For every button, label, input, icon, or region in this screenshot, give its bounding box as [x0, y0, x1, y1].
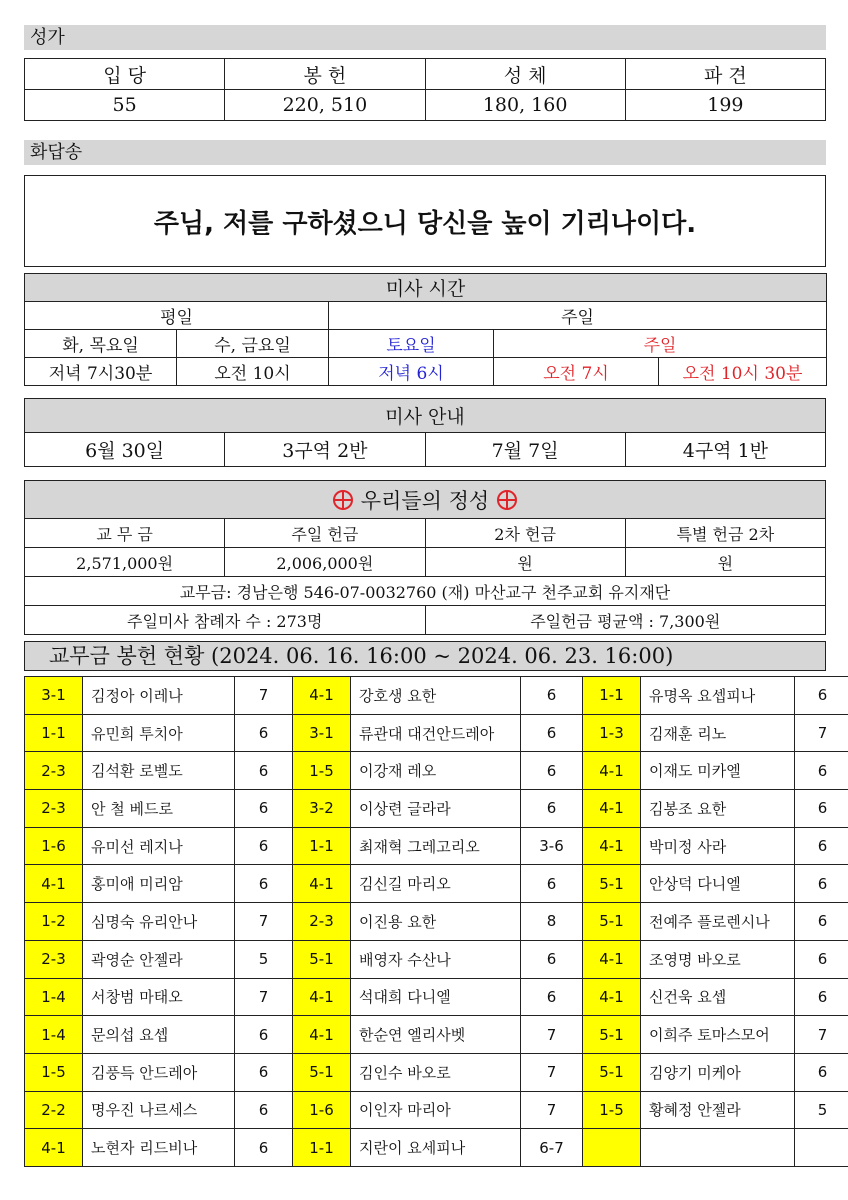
dues-status-table [24, 676, 848, 1167]
guide-date-1: 6월 30일 [25, 433, 225, 467]
count-cell: 6 [235, 1016, 293, 1054]
count-cell: 7 [235, 978, 293, 1016]
name-cell: 전예주 플로렌시나 [641, 903, 795, 941]
district-cell: 2-3 [25, 940, 83, 978]
district-cell: 5-1 [583, 865, 641, 903]
name-cell: 서창범 마태오 [83, 978, 235, 1016]
table-row [25, 940, 848, 978]
count-cell: 6 [795, 677, 848, 715]
count-cell: 6 [235, 714, 293, 752]
table-row [25, 1016, 848, 1054]
count-cell: 7 [521, 1053, 583, 1091]
name-cell: 김봉조 요한 [641, 790, 795, 828]
count-cell: 5 [795, 1091, 848, 1129]
table-row [25, 677, 848, 715]
count-cell: 6 [235, 827, 293, 865]
count-cell: 6 [521, 940, 583, 978]
table-row [25, 790, 848, 828]
name-cell: 이희주 토마스모어 [641, 1016, 795, 1054]
district-cell: 4-1 [583, 752, 641, 790]
name-cell: 안상덕 다니엘 [641, 865, 795, 903]
count-cell: 6 [795, 752, 848, 790]
district-cell: 1-3 [583, 714, 641, 752]
time-sunday-late: 오전 10시 30분 [659, 358, 827, 386]
district-cell: 4-1 [293, 865, 351, 903]
time-wed-fri: 오전 10시 [177, 358, 329, 386]
district-cell: 1-1 [583, 677, 641, 715]
table-row [25, 978, 848, 1016]
count-cell: 6 [521, 978, 583, 1016]
count-cell: 6 [235, 1053, 293, 1091]
name-cell: 유민희 투치아 [83, 714, 235, 752]
count-cell: 6 [235, 1129, 293, 1167]
offering-value-second: 원 [425, 548, 625, 577]
guide-group-2: 4구역 1반 [625, 433, 825, 467]
district-cell: 1-1 [293, 827, 351, 865]
hymn-value-recessional: 199 [625, 90, 825, 121]
count-cell: 6 [795, 978, 848, 1016]
hymn-value-communion: 180, 160 [425, 90, 625, 121]
offering-header-special: 특별 헌금 2차 [625, 519, 825, 548]
name-cell: 조영명 바오로 [641, 940, 795, 978]
district-cell: 4-1 [583, 790, 641, 828]
mass-times-table [24, 273, 827, 386]
count-cell: 3-6 [521, 827, 583, 865]
district-cell: 4-1 [583, 978, 641, 1016]
district-cell: 1-5 [25, 1053, 83, 1091]
district-cell: 4-1 [25, 865, 83, 903]
hymn-value-entrance: 55 [25, 90, 225, 121]
hymn-header-entrance: 입 당 [25, 59, 225, 90]
name-cell: 김양기 미케아 [641, 1053, 795, 1091]
dues-status-title: 교무금 봉헌 현황 (2024. 06. 16. 16:00 ~ 2024. 06. 23. 16:00) [24, 641, 826, 671]
count-cell: 8 [521, 903, 583, 941]
count-cell: 5 [235, 940, 293, 978]
offering-header-dues: 교 무 금 [25, 519, 225, 548]
count-cell: 6 [521, 752, 583, 790]
name-cell: 김풍득 안드레아 [83, 1053, 235, 1091]
district-cell: 5-1 [293, 1053, 351, 1091]
guide-date-2: 7월 7일 [425, 433, 625, 467]
count-cell: 6 [235, 752, 293, 790]
count-cell: 7 [521, 1091, 583, 1129]
count-cell: 6 [795, 903, 848, 941]
district-cell: 1-1 [293, 1129, 351, 1167]
name-cell: 김석환 로벨도 [83, 752, 235, 790]
count-cell: 6 [795, 1053, 848, 1091]
count-cell: 6 [795, 827, 848, 865]
hymn-value-offertory: 220, 510 [225, 90, 425, 121]
count-cell: 6 [521, 714, 583, 752]
name-cell: 이진용 요한 [351, 903, 521, 941]
name-cell: 김재훈 리노 [641, 714, 795, 752]
table-row [25, 1053, 848, 1091]
offering-value-dues: 2,571,000원 [25, 548, 225, 577]
name-cell: 심명숙 유리안나 [83, 903, 235, 941]
name-cell [641, 1129, 795, 1167]
count-cell: 6 [235, 1091, 293, 1129]
name-cell: 강호생 요한 [351, 677, 521, 715]
name-cell: 최재혁 그레고리오 [351, 827, 521, 865]
offering-value-special: 원 [625, 548, 825, 577]
table-row [25, 752, 848, 790]
name-cell: 이재도 미카엘 [641, 752, 795, 790]
name-cell: 안 철 베드로 [83, 790, 235, 828]
table-row [25, 903, 848, 941]
table-row [25, 1091, 848, 1129]
name-cell: 문의섭 요셉 [83, 1016, 235, 1054]
offering-title: 우리들의 정성 [360, 488, 490, 513]
section-title-hymns: 성가 [24, 25, 826, 50]
attendance-count: 주일미사 참례자 수 : 273명 [25, 606, 426, 635]
district-cell: 3-1 [293, 714, 351, 752]
table-row [25, 714, 848, 752]
district-cell: 4-1 [583, 827, 641, 865]
count-cell: 6 [795, 790, 848, 828]
offering-header-sunday: 주일 헌금 [225, 519, 425, 548]
district-cell: 2-3 [25, 752, 83, 790]
offering-table [24, 480, 826, 635]
table-row [25, 865, 848, 903]
district-cell: 5-1 [583, 1053, 641, 1091]
name-cell: 유미선 레지나 [83, 827, 235, 865]
day-saturday: 토요일 [329, 330, 494, 358]
sunday-label: 주일 [329, 302, 827, 330]
offering-value-sunday: 2,006,000원 [225, 548, 425, 577]
district-cell: 4-1 [293, 978, 351, 1016]
count-cell: 6 [795, 865, 848, 903]
name-cell: 김인수 바오로 [351, 1053, 521, 1091]
name-cell: 이인자 마리아 [351, 1091, 521, 1129]
bank-account: 교무금: 경남은행 546-07-0032760 (재) 마산교구 천주교회 유지재단 [25, 577, 826, 606]
district-cell: 1-2 [25, 903, 83, 941]
table-row [25, 827, 848, 865]
cross-icon [497, 490, 517, 510]
district-cell: 2-3 [293, 903, 351, 941]
district-cell: 3-2 [293, 790, 351, 828]
table-row [25, 1129, 848, 1167]
count-cell: 7 [795, 714, 848, 752]
time-sunday-early: 오전 7시 [494, 358, 659, 386]
district-cell: 3-1 [25, 677, 83, 715]
hymn-header-recessional: 파 견 [625, 59, 825, 90]
dues-status-body [25, 677, 848, 1167]
count-cell: 6 [795, 940, 848, 978]
district-cell: 1-6 [293, 1091, 351, 1129]
name-cell: 김신길 마리오 [351, 865, 521, 903]
district-cell: 1-5 [583, 1091, 641, 1129]
district-cell: 1-1 [25, 714, 83, 752]
district-cell: 1-6 [25, 827, 83, 865]
name-cell: 명우진 나르세스 [83, 1091, 235, 1129]
average-offering: 주일헌금 평균액 : 7,300원 [425, 606, 826, 635]
cross-icon [333, 490, 353, 510]
offering-title-cell [25, 481, 826, 519]
hymn-header-communion: 성 체 [425, 59, 625, 90]
district-cell: 5-1 [583, 903, 641, 941]
district-cell: 1-4 [25, 978, 83, 1016]
count-cell: 6-7 [521, 1129, 583, 1167]
count-cell: 6 [521, 677, 583, 715]
psalm-text: 주님, 저를 구하셨으니 당신을 높이 기리나이다. [24, 175, 826, 267]
name-cell: 이상련 글라라 [351, 790, 521, 828]
count-cell: 7 [235, 677, 293, 715]
guide-group-1: 3구역 2반 [225, 433, 425, 467]
count-cell: 6 [521, 865, 583, 903]
time-tue-thu: 저녁 7시30분 [25, 358, 177, 386]
time-saturday: 저녁 6시 [329, 358, 494, 386]
offering-header-second: 2차 헌금 [425, 519, 625, 548]
name-cell: 박미정 사라 [641, 827, 795, 865]
name-cell: 석대희 다니엘 [351, 978, 521, 1016]
count-cell [795, 1129, 848, 1167]
section-title-psalm: 화답송 [24, 140, 826, 165]
district-cell: 5-1 [293, 940, 351, 978]
name-cell: 배영자 수산나 [351, 940, 521, 978]
name-cell: 한순연 엘리사벳 [351, 1016, 521, 1054]
count-cell: 7 [235, 903, 293, 941]
district-cell: 4-1 [293, 677, 351, 715]
count-cell: 7 [795, 1016, 848, 1054]
hymn-table [24, 58, 826, 121]
district-cell: 4-1 [293, 1016, 351, 1054]
name-cell: 유명옥 요셉피나 [641, 677, 795, 715]
district-cell: 1-5 [293, 752, 351, 790]
day-tue-thu: 화, 목요일 [25, 330, 177, 358]
count-cell: 6 [521, 790, 583, 828]
count-cell: 7 [521, 1016, 583, 1054]
name-cell: 지란이 요세피나 [351, 1129, 521, 1167]
name-cell: 홍미애 미리암 [83, 865, 235, 903]
count-cell: 6 [235, 865, 293, 903]
district-cell: 5-1 [583, 1016, 641, 1054]
hymn-header-offertory: 봉 헌 [225, 59, 425, 90]
mass-guide-title: 미사 안내 [25, 399, 826, 433]
district-cell: 4-1 [25, 1129, 83, 1167]
district-cell [583, 1129, 641, 1167]
name-cell: 곽영순 안젤라 [83, 940, 235, 978]
district-cell: 2-2 [25, 1091, 83, 1129]
mass-times-title: 미사 시간 [25, 274, 827, 302]
name-cell: 노현자 리드비나 [83, 1129, 235, 1167]
name-cell: 김정아 이레나 [83, 677, 235, 715]
district-cell: 1-4 [25, 1016, 83, 1054]
weekday-label: 평일 [25, 302, 329, 330]
district-cell: 4-1 [583, 940, 641, 978]
mass-guide-table [24, 398, 826, 467]
count-cell: 6 [235, 790, 293, 828]
name-cell: 황혜정 안젤라 [641, 1091, 795, 1129]
name-cell: 류관대 대건안드레아 [351, 714, 521, 752]
district-cell: 2-3 [25, 790, 83, 828]
name-cell: 이강재 레오 [351, 752, 521, 790]
day-sunday: 주일 [494, 330, 827, 358]
name-cell: 신건욱 요셉 [641, 978, 795, 1016]
day-wed-fri: 수, 금요일 [177, 330, 329, 358]
